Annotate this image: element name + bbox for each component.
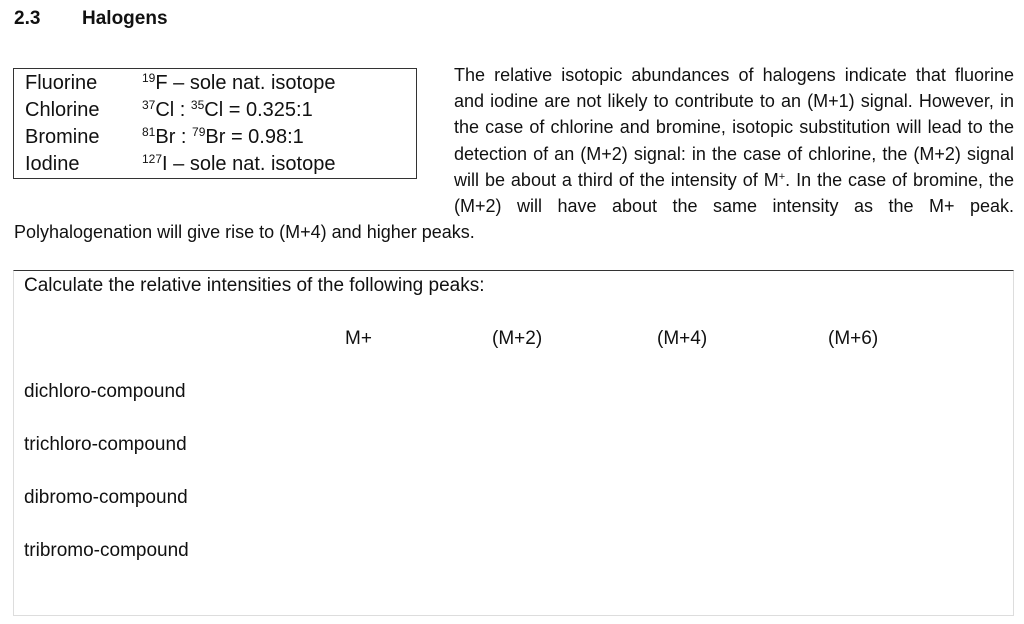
section-number: 2.3 (14, 8, 41, 29)
mass-number: 79 (192, 125, 206, 139)
column-header-m4: (M+4) (657, 328, 708, 349)
exercise-title: Calculate the relative intensities of the following peaks: (24, 275, 485, 296)
mass-number: 35 (190, 98, 205, 112)
row-label-trichloro: trichloro-compound (24, 434, 187, 455)
section-heading (14, 8, 168, 30)
isotope-text: Cl : (155, 99, 191, 121)
explanation-paragraph (14, 62, 1014, 245)
column-header-m2: (M+2) (492, 328, 543, 349)
exercise-box (13, 270, 1014, 616)
paragraph-text-2: . In the case of bromine, the (M+2) will have about the same intensity as the M+ peak. Polyhalogenation will give rise to (M+4) and higher peaks. (14, 169, 1014, 243)
isotope-text: I – sole nat. isotope (162, 153, 336, 175)
mass-number: 37 (142, 98, 156, 112)
isotope-text: F – sole nat. isotope (155, 72, 336, 94)
element-name: Chlorine (25, 99, 100, 121)
element-name: Fluorine (25, 72, 98, 94)
row-label-dibromo: dibromo-compound (24, 487, 188, 508)
isotope-ratio: Cl = 0.325:1 (204, 99, 313, 121)
isotope-ratio: Br = 0.98:1 (205, 126, 304, 148)
section-title: Halogens (82, 8, 168, 29)
mass-number: 19 (142, 71, 156, 85)
isotope-text: Br : (155, 126, 193, 148)
column-header-m6: (M+6) (828, 328, 879, 349)
element-name: Bromine (25, 126, 100, 148)
paragraph-text-1: The relative isotopic abundances of halogens indicate that fluorine and iodine are not likely to contribute to an (M+1) signal. However, in the case of chlorine and bromine, isotopic substitution will lead to the detection of an (M+2) signal: in the case of chlorine, the (M+2) signal will be about a third of the intensity of M (454, 65, 1014, 190)
charge-superscript: + (778, 170, 786, 183)
row-label-tribromo: tribromo-compound (24, 540, 189, 561)
mass-number: 127 (142, 152, 163, 166)
column-header-m: M+ (345, 328, 372, 349)
element-name: Iodine (25, 153, 80, 175)
mass-number: 81 (142, 125, 156, 139)
row-label-dichloro: dichloro-compound (24, 381, 186, 402)
